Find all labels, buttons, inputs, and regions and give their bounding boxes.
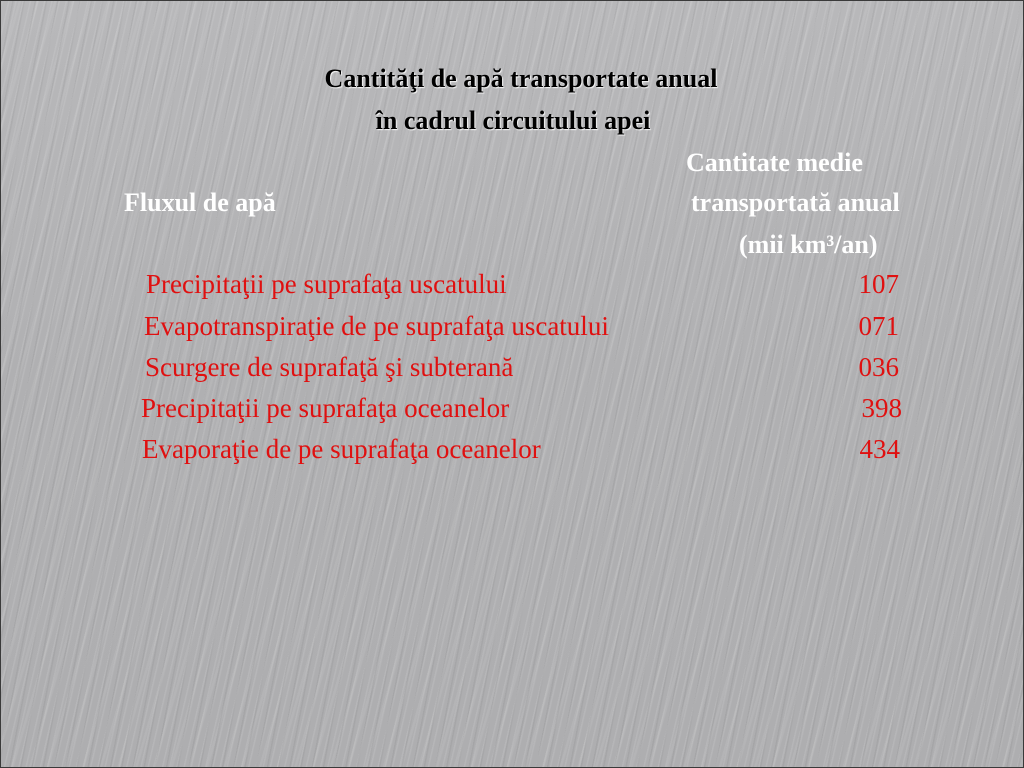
header-quantity-line2: transportată anual: [691, 188, 900, 217]
header-quantity-line1: Cantitate medie: [686, 148, 863, 177]
row-value: 434: [859, 434, 900, 464]
row-value: 107: [858, 269, 899, 299]
row-value: 398: [861, 393, 902, 423]
slide-title-line2: în cadrul circuitului apei: [375, 106, 651, 135]
row-label: Precipitaţii pe suprafaţa uscatului: [146, 269, 507, 299]
row-label: Scurgere de suprafaţă şi subterană: [145, 352, 514, 382]
row-value: 036: [858, 352, 899, 382]
header-flux: Fluxul de apă: [124, 188, 276, 217]
header-quantity-line3: (mii km³/an): [739, 230, 878, 259]
row-label: Evapotranspiraţie de pe suprafaţa uscatului: [144, 311, 609, 341]
row-value: 071: [858, 311, 899, 341]
row-label: Precipitaţii pe suprafaţa oceanelor: [141, 393, 510, 423]
row-label: Evaporaţie de pe suprafaţa oceanelor: [142, 434, 541, 464]
slide-title-line1: Cantităţi de apă transportate anual: [324, 64, 718, 93]
